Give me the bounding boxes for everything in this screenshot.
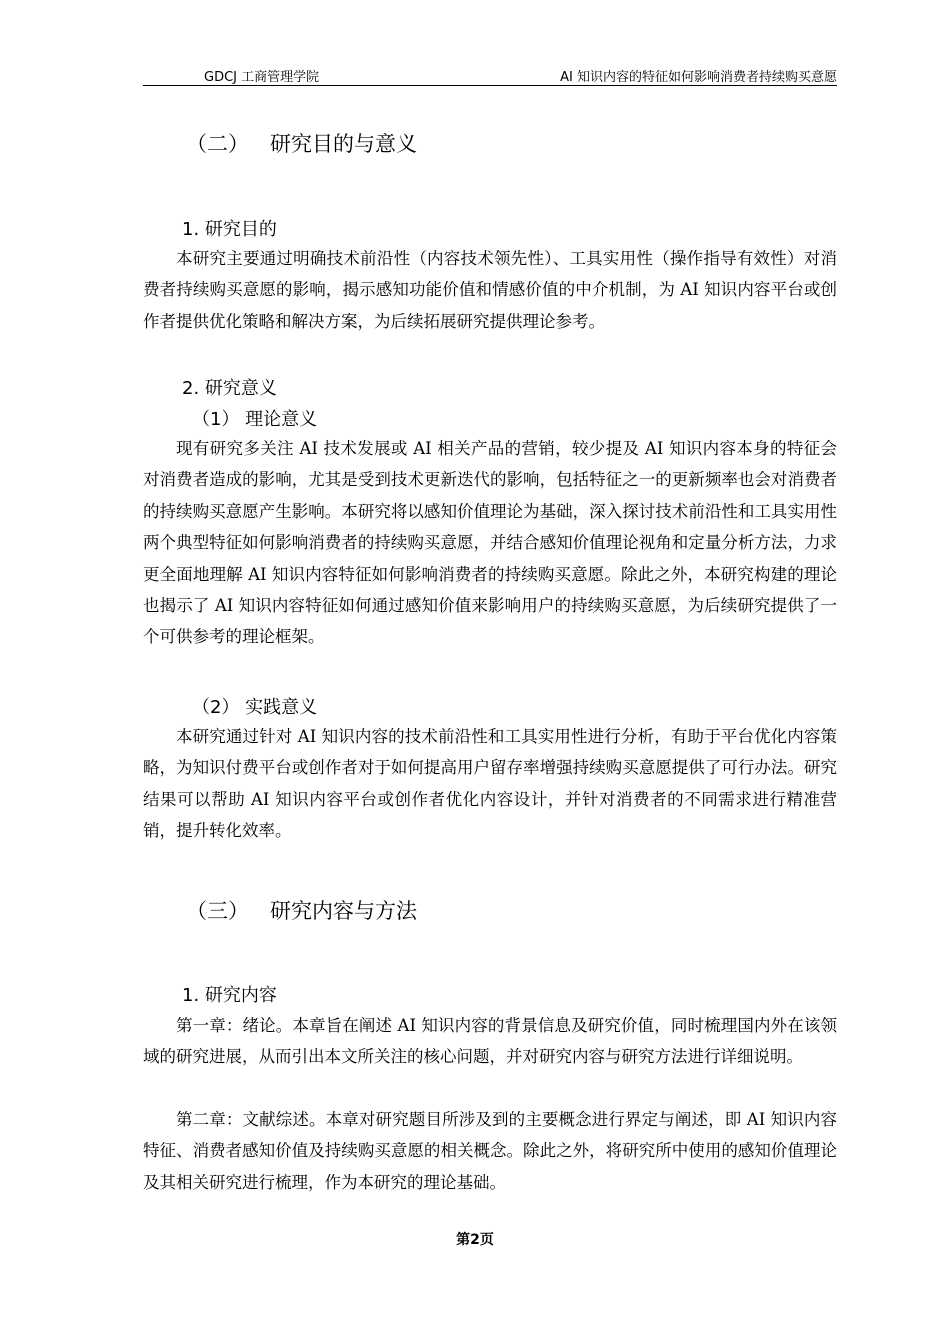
paragraph-theoretical-significance: 现有研究多关注 AI 技术发展或 AI 相关产品的营销，较少提及 AI 知识内容本身的特征会对消费者造成的影响，尤其是受到技术更新迭代的影响，包括特征之一的更新频率也会对消费者的持续购买意愿产生影响。本研究将以感知价值理论为基础，深入探讨技术前沿性和工具实用性两个典型特征如何影响消费者的持续购买意愿，并结合感知价值理论视角和定量分析方法，力求更全面地理解 AI 知识内容特征如何影响消费者的持续购买意愿。除此之外，本研究构建的理论也揭示了 AI 知识内容特征如何通过感知价值来影响用户的持续购买意愿，为后续研究提供了一个可供参考的理论框架。 [143,439,837,647]
paragraph-chapter-two: 第二章：文献综述。本章对研究题目所涉及到的主要概念进行界定与阐述，即 AI 知识内容特征、消费者感知价值及持续购买意愿的相关概念。除此之外，将研究所中使用的感知价值理论及其相关研究进行梳理，作为本研究的理论基础。 [143,1110,837,1192]
subheading-research-content: 1. 研究内容 [182,985,277,1006]
section-heading-purpose [186,128,417,158]
section-number: （二） [186,132,249,156]
section-title: 研究内容与方法 [270,899,417,923]
paragraph-research-purpose: 本研究主要通过明确技术前沿性（内容技术领先性）、工具实用性（操作指导有效性）对消费者持续购买意愿的影响，揭示感知功能价值和情感价值的中介机制，为 AI 知识内容平台或创作者提供优化策略和解决方案，为后续拓展研究提供理论参考。 [143,249,837,331]
header-thesis-title: AI 知识内容的特征如何影响消费者持续购买意愿 [560,70,837,85]
page-number: 第2页 [456,1232,494,1248]
subheading-research-purpose: 1. 研究目的 [182,219,277,240]
section-number: （三） [186,899,249,923]
paragraph-practical-significance: 本研究通过针对 AI 知识内容的技术前沿性和工具实用性进行分析，有助于平台优化内容策略，为知识付费平台或创作者对于如何提高用户留存率增强持续购买意愿提供了可行办法。研究结果可以帮助 AI 知识内容平台或创作者优化内容设计，并针对消费者的不同需求进行精准营销，提升转化效率。 [143,727,837,841]
header-divider [143,85,837,86]
subheading-practical-significance: （2） 实践意义 [192,697,318,718]
header-institution: GDCJ 工商管理学院 [204,70,320,85]
section-heading-content-methods [186,895,417,925]
paragraph-chapter-one: 第一章：绪论。本章旨在阐述 AI 知识内容的背景信息及研究价值，同时梳理国内外在该领域的研究进展，从而引出本文所关注的核心问题，并对研究内容与研究方法进行详细说明。 [143,1016,837,1067]
subheading-research-significance: 2. 研究意义 [182,378,277,399]
section-title: 研究目的与意义 [270,132,417,156]
subheading-theoretical-significance: （1） 理论意义 [192,409,318,430]
